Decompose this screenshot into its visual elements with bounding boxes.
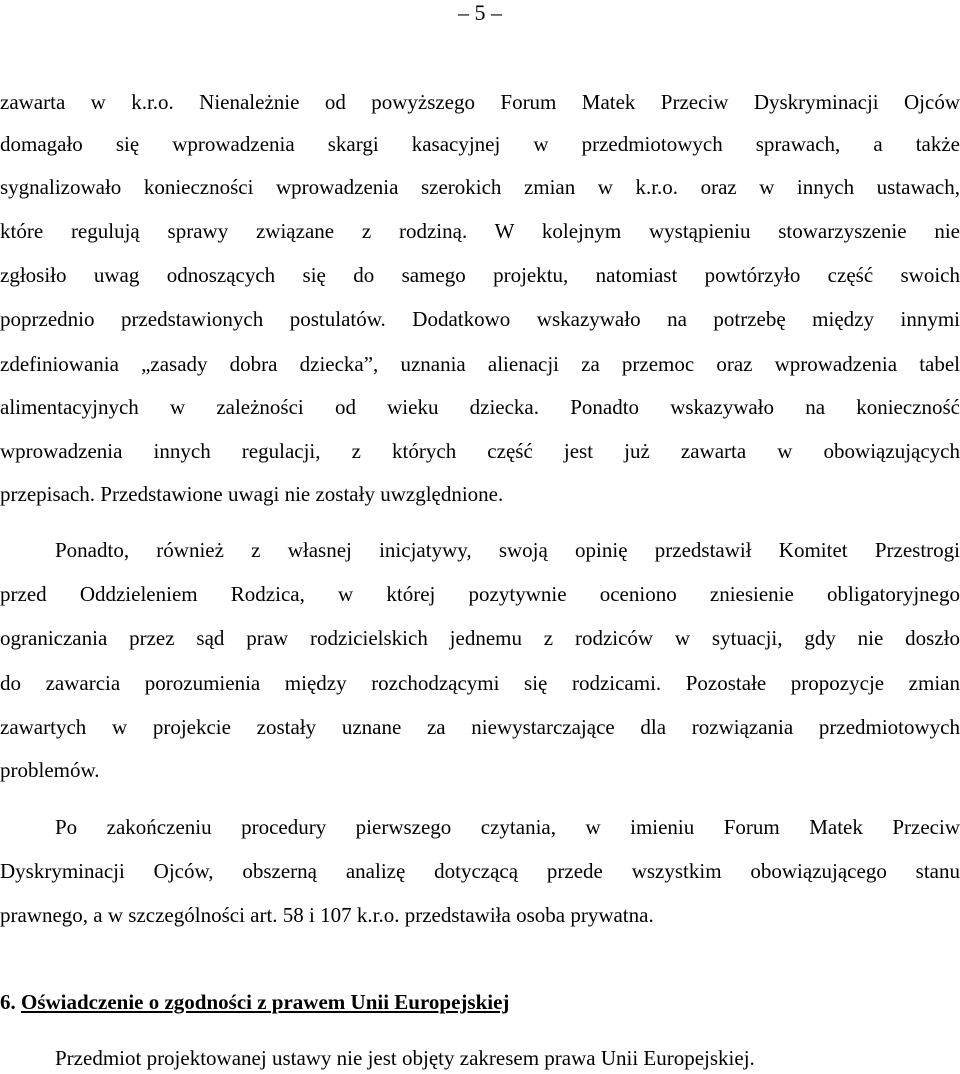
paragraph-line: prawnego, a w szczególności art. 58 i 107 k.r.o. przedstawiła osoba prywatna. xyxy=(0,903,654,927)
paragraph-line: zdefiniowania „zasady dobra dziecka”, uznania alienacji za przemoc oraz wprowadzenia tabel xyxy=(0,352,960,376)
paragraph-line: poprzednio przedstawionych postulatów. Dodatkowo wskazywało na potrzebę między innymi xyxy=(0,307,960,331)
paragraph-line: do zawarcia porozumienia między rozchodzącymi się rodzicami. Pozostałe propozycje zmian xyxy=(0,671,960,695)
paragraph-line: Dyskryminacji Ojców, obszerną analizę dotyczącą przede wszystkim obowiązującego stanu xyxy=(0,859,960,883)
page-number: – 5 – xyxy=(458,0,502,25)
paragraph-line: alimentacyjnych w zależności od wieku dziecka. Ponadto wskazywało na konieczność xyxy=(0,395,960,419)
section-title: Oświadczenie o zgodności z prawem Unii Europejskiej xyxy=(21,990,510,1014)
paragraph-line: wprowadzenia innych regulacji, z których część jest już zawarta w obowiązujących xyxy=(0,439,960,463)
paragraph-line: ograniczania przez sąd praw rodzicielskich jednemu z rodziców w sytuacji, gdy nie doszło xyxy=(0,626,960,650)
paragraph-line: zgłosiło uwag odnoszących się do samego projektu, natomiast powtórzyło część swoich xyxy=(0,263,960,287)
paragraph-line: sygnalizowało konieczności wprowadzenia szerokich zmian w k.r.o. oraz w innych ustawach, xyxy=(0,175,960,199)
paragraph-line: Przedmiot projektowanej ustawy nie jest objęty zakresem prawa Unii Europejskiej. xyxy=(55,1046,755,1070)
section-heading xyxy=(0,988,960,1016)
paragraph-line: zawartych w projekcie zostały uznane za niewystarczające dla rozwiązania przedmiotowych xyxy=(0,715,960,739)
paragraph-line: przed Oddzieleniem Rodzica, w której pozytywnie oceniono zniesienie obligatoryjnego xyxy=(0,582,960,606)
paragraph-line: zawarta w k.r.o. Nienależnie od powyższego Forum Matek Przeciw Dyskryminacji Ojców xyxy=(0,90,960,114)
paragraph-line: Po zakończeniu procedury pierwszego czytania, w imieniu Forum Matek Przeciw xyxy=(55,815,960,839)
paragraph-line: problemów. xyxy=(0,758,100,782)
paragraph-line: Ponadto, również z własnej inicjatywy, swoją opinię przedstawił Komitet Przestrogi xyxy=(55,538,960,562)
section-number: 6. xyxy=(0,990,16,1014)
paragraph-line: które regulują sprawy związane z rodziną. W kolejnym wystąpieniu stowarzyszenie nie xyxy=(0,219,960,243)
paragraph-line: domagało się wprowadzenia skargi kasacyjnej w przedmiotowych sprawach, a także xyxy=(0,132,960,156)
paragraph-line: przepisach. Przedstawione uwagi nie zostały uwzględnione. xyxy=(0,482,504,506)
